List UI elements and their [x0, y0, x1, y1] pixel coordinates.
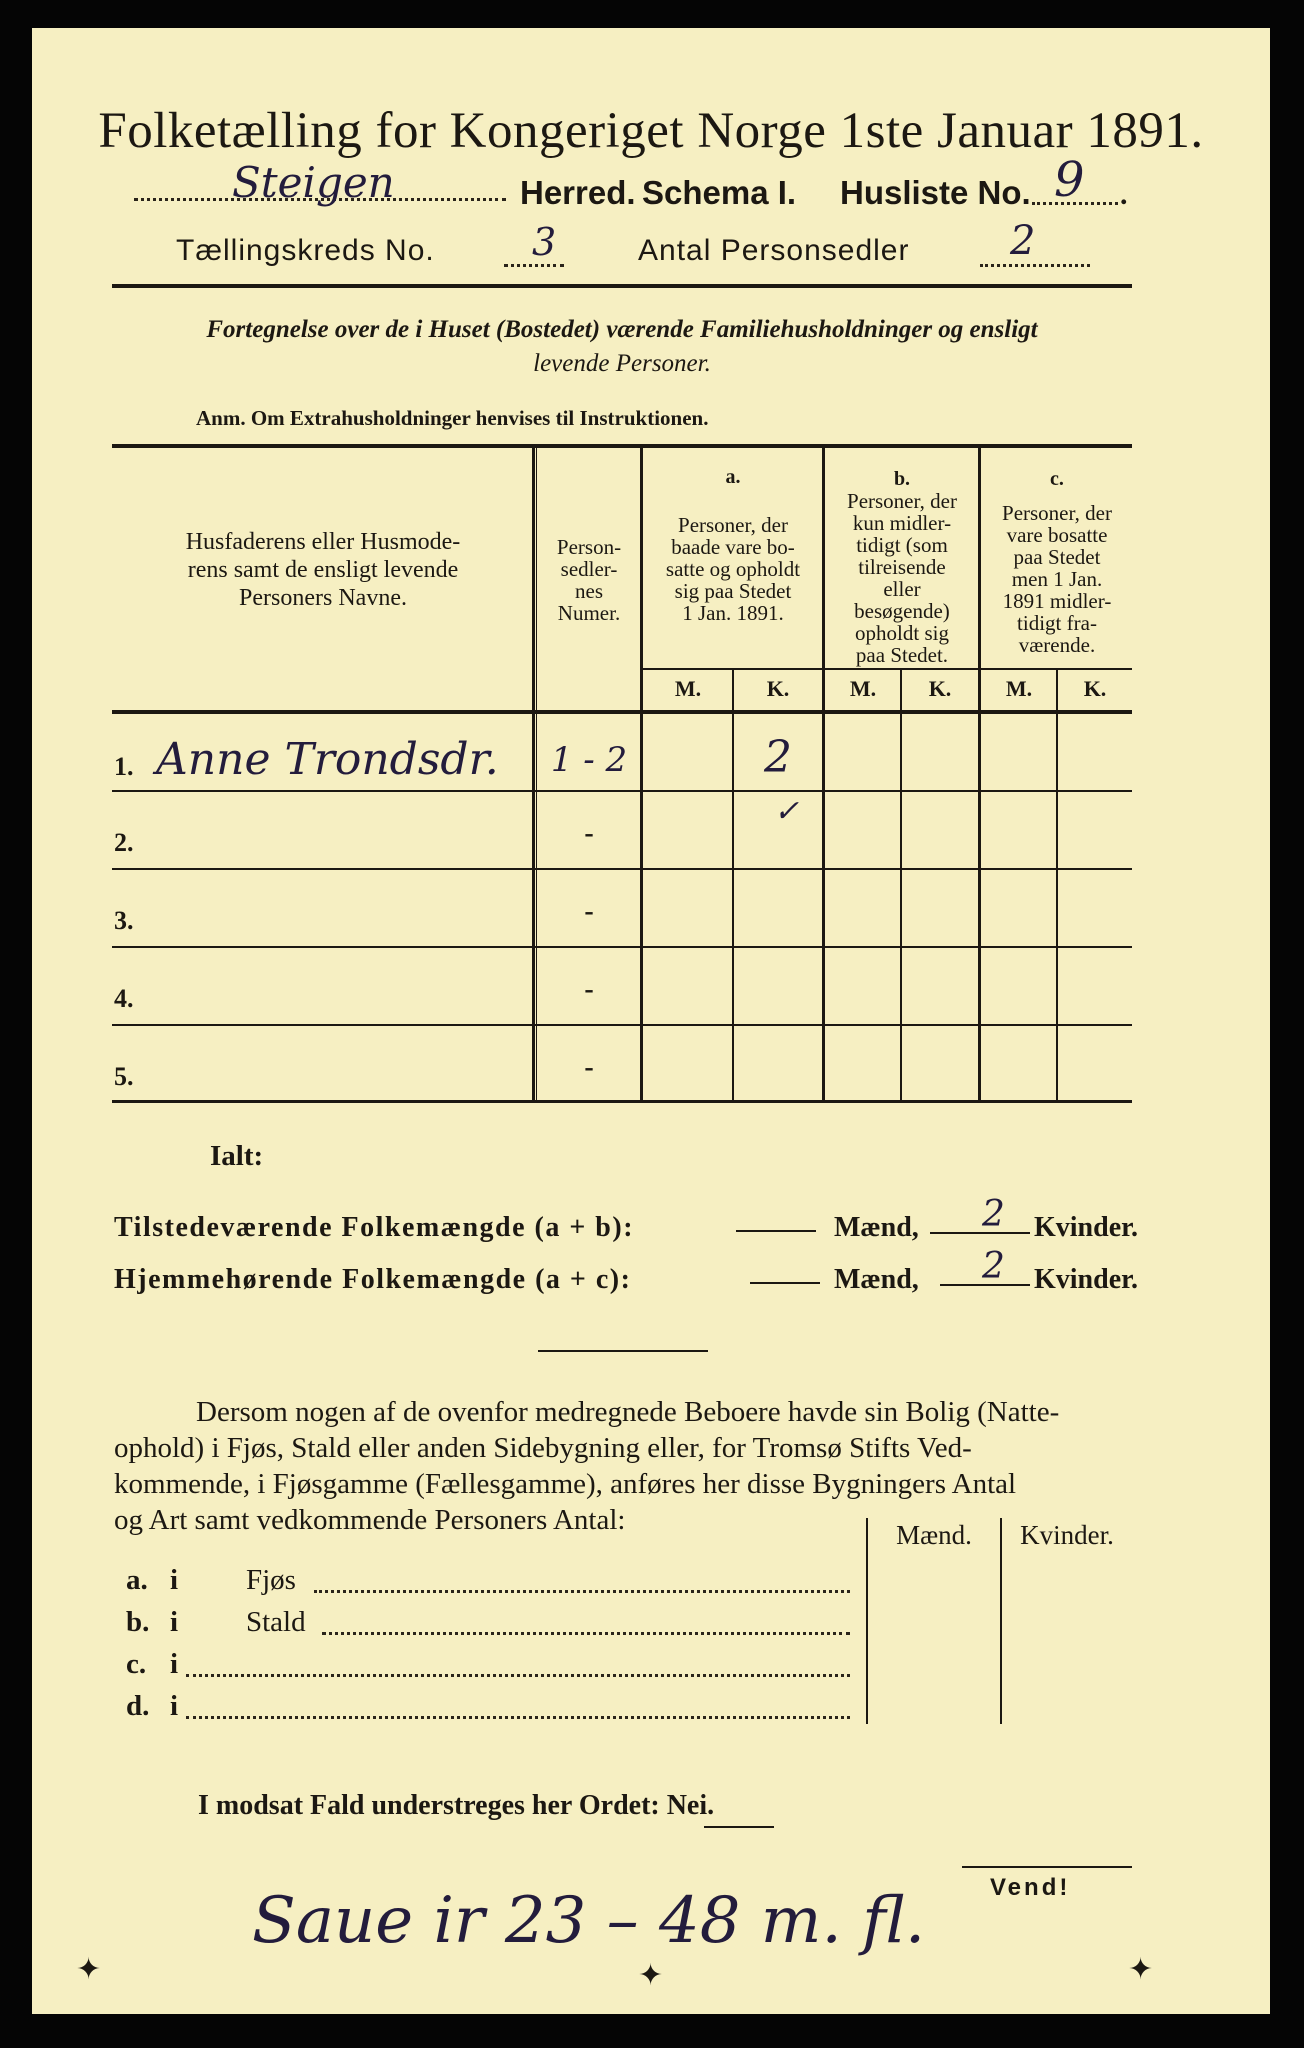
- kreds-label: Tællingskreds No.: [176, 234, 435, 267]
- total-line2-kvinder-value: 2: [982, 1246, 1005, 1287]
- outb-d-dotline: [186, 1716, 850, 1719]
- row-3-numer: -: [584, 896, 594, 927]
- corner-star-left-icon: ✦: [76, 1953, 102, 1986]
- row-1-a-k: 2: [764, 732, 792, 783]
- col-b-l5: eller: [883, 577, 921, 601]
- outb-a-label: Fjøs: [246, 1564, 296, 1596]
- col-c-l7: værende.: [1018, 633, 1096, 657]
- vline-b-mk: [900, 670, 902, 1102]
- para-line1: Dersom nogen af de ovenfor medregnede Beboere havde sin Bolig (Natte-: [196, 1396, 1060, 1428]
- separator-rule: [538, 1350, 708, 1352]
- para-line4: og Art samt vedkommende Personers Antal:: [114, 1504, 626, 1536]
- corner-star-right-icon: ✦: [1128, 1953, 1154, 1986]
- col-c-l1: Personer, der: [1002, 501, 1112, 525]
- col-a-header: [644, 514, 822, 624]
- col-c-letter: c.: [1050, 468, 1064, 490]
- b-m-label: M.: [849, 676, 877, 701]
- row-3-number: 3.: [114, 906, 134, 935]
- col-name-l1: Husfaderens eller Husmode-: [185, 529, 461, 555]
- col-name-header: [116, 528, 530, 612]
- row-2-numer: -: [584, 818, 594, 849]
- col-c-l5: 1891 midler-: [1002, 589, 1112, 613]
- total-line1-kvinder-blank: [930, 1232, 1030, 1234]
- col-c-l4: men 1 Jan.: [1011, 567, 1103, 591]
- a-m-label: M.: [674, 676, 702, 701]
- outbuildings-paragraph: [114, 1394, 1134, 1538]
- c-m-label: M.: [1005, 676, 1033, 701]
- outb-b-dotline: [322, 1632, 850, 1635]
- total-line1-kvinder-value: 2: [982, 1194, 1005, 1235]
- col-c-l6: tidigt fra-: [1017, 611, 1097, 635]
- row-rule-1: [112, 790, 1132, 792]
- total-line1-maend: Mænd,: [834, 1212, 919, 1243]
- herred-value: Steigen: [232, 158, 395, 207]
- vend-rule: [962, 1866, 1132, 1868]
- col-name-l2-text: rens samt de ensligt levende: [187, 557, 459, 583]
- col-a-l1: Personer, der: [678, 513, 788, 537]
- outb-b-letter: b.: [126, 1606, 150, 1638]
- outb-d-prefix: i: [170, 1690, 179, 1722]
- col-b-l7: opholdt sig: [855, 621, 949, 645]
- row-4-number: 4.: [114, 984, 134, 1013]
- col-a-l3: satte og opholdt: [665, 557, 801, 581]
- col-num-header: [538, 536, 640, 624]
- total-line2-label: Hjemmehørende Folkemængde (a + c):: [114, 1264, 632, 1295]
- para-line3: kommende, i Fjøsgamme (Fællesgamme), anføres her disse Bygningers Antal: [114, 1468, 1017, 1500]
- total-line2-kvinder: Kvinder.: [1034, 1264, 1138, 1295]
- outb-a-dotline: [314, 1590, 850, 1593]
- outb-b-label: Stald: [246, 1606, 306, 1638]
- census-form: [32, 28, 1270, 2014]
- antal-value: 2: [1010, 218, 1036, 264]
- outb-kvinder-header: Kvinder.: [1020, 1520, 1114, 1550]
- heading-line2: levende Personer.: [533, 350, 711, 377]
- kreds-value: 3: [532, 220, 557, 264]
- col-a-l2: baade vare bo-: [671, 535, 795, 559]
- col-a-l5: 1 Jan. 1891.: [682, 601, 784, 625]
- outb-c-dotline: [186, 1674, 850, 1677]
- row-4-numer: -: [584, 974, 594, 1005]
- total-line2-maend: Mænd,: [834, 1264, 919, 1295]
- vline-b: [978, 446, 981, 1102]
- col-b-header: [826, 490, 978, 666]
- total-line1-maend-blank: [736, 1230, 816, 1232]
- vline-a: [822, 446, 825, 1102]
- vline-num: [640, 446, 643, 1102]
- col-num-l4: Numer.: [557, 601, 621, 625]
- b-k-label: K.: [928, 676, 952, 701]
- row-1-number: 1.: [114, 752, 134, 781]
- outb-b-prefix: i: [170, 1606, 179, 1638]
- row-1-checkmark: ✓: [774, 794, 800, 829]
- col-b-l6: besøgende): [854, 599, 950, 623]
- herred-label: Herred.: [520, 174, 636, 211]
- col-b-l2: kun midler-: [852, 511, 952, 535]
- col-c-header: [982, 502, 1132, 656]
- antal-dotline: [980, 264, 1090, 267]
- ialt-label: Ialt:: [210, 1140, 264, 1172]
- row-rule-2: [112, 868, 1132, 870]
- a-k-label: K.: [766, 676, 790, 701]
- vline-name: [532, 446, 535, 1102]
- col-name-l3: Personers Navne.: [239, 585, 407, 611]
- para-line2: ophold) i Fjøs, Stald eller anden Sidebygning eller, for Tromsø Stifts Ved-: [114, 1432, 972, 1464]
- husliste-value: 9: [1054, 152, 1085, 208]
- col-b-l4: tilreisende: [858, 555, 946, 579]
- row-5-number: 5.: [114, 1062, 134, 1091]
- nei-line: I modsat Fald understreges her Ordet: Nei.: [198, 1790, 715, 1821]
- husliste-label: Husliste No.: [840, 174, 1031, 211]
- outb-maend-header: Mænd.: [896, 1520, 972, 1550]
- schema-label: Schema I.: [642, 174, 797, 211]
- mk-rule: [642, 668, 1132, 670]
- title-rule: [112, 284, 1132, 288]
- row-1-numer: 1 - 2: [550, 740, 628, 780]
- c-k-label: K.: [1083, 676, 1107, 701]
- outb-c-prefix: i: [170, 1648, 179, 1680]
- row-5-numer: -: [584, 1052, 594, 1083]
- total-line1-kvinder: Kvinder.: [1034, 1212, 1138, 1243]
- form-title: Folketælling for Kongeriget Norge 1ste Januar 1891.: [98, 103, 1204, 159]
- col-a-letter: a.: [725, 466, 741, 488]
- row-rule-3: [112, 946, 1132, 948]
- col-a-l4: sig paa Stedet: [674, 579, 792, 603]
- outb-a-prefix: i: [170, 1564, 179, 1596]
- col-num-l1: Person-: [556, 535, 622, 559]
- anm-note: Anm. Om Extrahusholdninger henvises til Instruktionen.: [196, 406, 709, 430]
- bottom-handwritten-note: Saue ir 23 – 48 m. fl.: [252, 1884, 926, 1958]
- col-b-l1: Personer, der: [847, 489, 957, 513]
- col-b-l8: paa Stedet.: [855, 643, 949, 667]
- col-num-l3: nes: [575, 579, 603, 603]
- col-b-l3: tidigt (som: [856, 533, 948, 557]
- outb-c-letter: c.: [126, 1648, 147, 1680]
- row-1-name: Anne Trondsdr.: [156, 734, 499, 785]
- outb-d-letter: d.: [126, 1690, 150, 1722]
- corner-star-center-icon: ✦: [638, 1959, 664, 1992]
- vend-label: Vend!: [990, 1874, 1071, 1901]
- outb-a-letter: a.: [126, 1564, 148, 1596]
- husliste-period: .: [1120, 178, 1128, 211]
- col-b-letter: b.: [893, 468, 911, 490]
- col-num-l2: sedler-: [560, 557, 618, 581]
- total-line2-maend-blank: [750, 1282, 820, 1284]
- total-line1-label: Tilstedeværende Folkemængde (a + b):: [114, 1212, 635, 1243]
- vline-c-mk: [1056, 670, 1058, 1102]
- row-2-number: 2.: [114, 828, 134, 857]
- col-c-l3: paa Stedet: [1013, 545, 1101, 569]
- nei-underline: [704, 1826, 774, 1828]
- kreds-dotline: [504, 264, 564, 267]
- col-c-l2: vare bosatte: [1006, 523, 1108, 547]
- row-rule-4: [112, 1024, 1132, 1026]
- vline-name-2: [536, 446, 537, 1102]
- heading-line1: Fortegnelse over de i Huset (Bostedet) værende Familiehusholdninger og ensligt: [206, 316, 1038, 343]
- col-name-l2: [116, 556, 530, 584]
- antal-label: Antal Personsedler: [638, 234, 910, 267]
